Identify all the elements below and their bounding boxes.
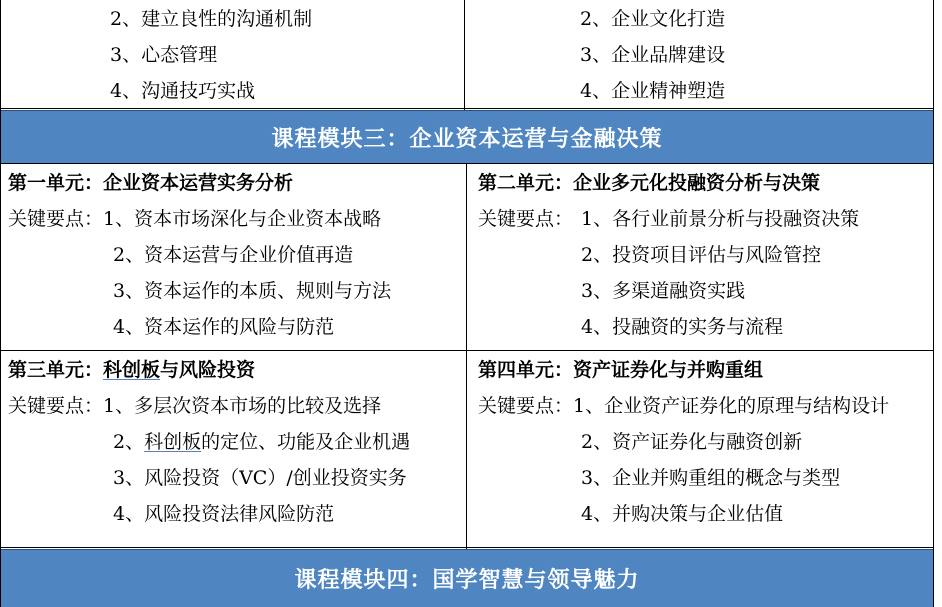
row-divider: [0, 108, 934, 109]
unit3-title: [8, 352, 410, 388]
unit1-point: 4、资本运作的风险与防范: [113, 316, 335, 338]
top-right-item: 3、企业品牌建设: [580, 44, 726, 66]
unit3-cell: [8, 352, 410, 532]
unit1-point-row: [8, 201, 391, 237]
unit3-point2-suffix: 的定位、功能及企业机遇: [201, 431, 411, 453]
row-divider: [0, 350, 934, 351]
top-left-cell: [110, 1, 312, 109]
unit4-point: 4、并购决策与企业估值: [581, 503, 784, 525]
key-points-label: 关键要点：: [478, 395, 574, 417]
top-right-item: 4、企业精神塑造: [580, 80, 726, 102]
unit1-title: 第一单元：企业资本运营实务分析: [8, 172, 294, 194]
column-divider: [466, 163, 467, 549]
key-points-label: 关键要点：: [8, 208, 104, 230]
top-right-item: 2、企业文化打造: [580, 8, 726, 30]
key-points-label: 关键要点：: [8, 395, 104, 417]
unit2-point-row: [478, 201, 859, 237]
unit4-point: 2、资产证券化与融资创新: [581, 431, 803, 453]
unit2-point: 2、投资项目评估与风险管控: [581, 244, 822, 266]
unit4-cell: [478, 352, 889, 532]
unit1-point: 1、资本市场深化与企业资本战略: [103, 208, 382, 230]
unit3-title-underlined: 科创板: [103, 359, 161, 381]
unit3-title-prefix: 第三单元：: [8, 359, 104, 381]
unit4-point: 1、企业资产证券化的原理与结构设计: [573, 395, 890, 417]
unit3-point2-prefix: 2、: [113, 431, 145, 453]
unit3-point-row: [8, 388, 410, 424]
column-divider: [464, 0, 465, 110]
top-left-item: 2、建立良性的沟通机制: [110, 8, 313, 30]
unit1-cell: [8, 165, 391, 345]
table-border-right: [933, 0, 934, 607]
module3-title: 课程模块三：企业资本运营与金融决策: [271, 125, 663, 152]
unit2-point: 3、多渠道融资实践: [581, 280, 746, 302]
unit3-point: 4、风险投资法律风险防范: [113, 503, 335, 525]
unit2-title: 第二单元：企业多元化投融资分析与决策: [478, 172, 821, 194]
unit4-point: 3、企业并购重组的概念与类型: [581, 467, 841, 489]
unit3-point: 3、风险投资（VC）/创业投资实务: [113, 467, 407, 489]
unit3-point2-underlined: 科创板: [144, 431, 202, 453]
top-left-item: 3、心态管理: [110, 44, 218, 66]
unit4-title: 第四单元：资产证券化与并购重组: [478, 359, 764, 381]
row-divider: [0, 547, 934, 548]
unit2-cell: [478, 165, 859, 345]
unit3-point: 1、多层次资本市场的比较及选择: [103, 395, 382, 417]
module3-header-band: [0, 111, 934, 163]
row-divider: [0, 163, 934, 164]
unit2-point: 4、投融资的实务与流程: [581, 316, 784, 338]
top-left-item: 4、沟通技巧实战: [110, 80, 256, 102]
top-right-cell: [580, 1, 725, 109]
table-border-left: [0, 0, 1, 607]
unit1-point: 2、资本运营与企业价值再造: [113, 244, 354, 266]
unit3-title-suffix: 与风险投资: [160, 359, 256, 381]
module4-title: 课程模块四：国学智慧与领导魅力: [294, 567, 640, 593]
module4-header-band: [0, 550, 934, 607]
unit4-point-row: [478, 388, 889, 424]
key-points-label: 关键要点：: [478, 208, 574, 230]
unit1-point: 3、资本运作的本质、规则与方法: [113, 280, 392, 302]
unit2-point: 1、各行业前景分析与投融资决策: [581, 208, 860, 230]
unit3-point: [8, 424, 410, 460]
